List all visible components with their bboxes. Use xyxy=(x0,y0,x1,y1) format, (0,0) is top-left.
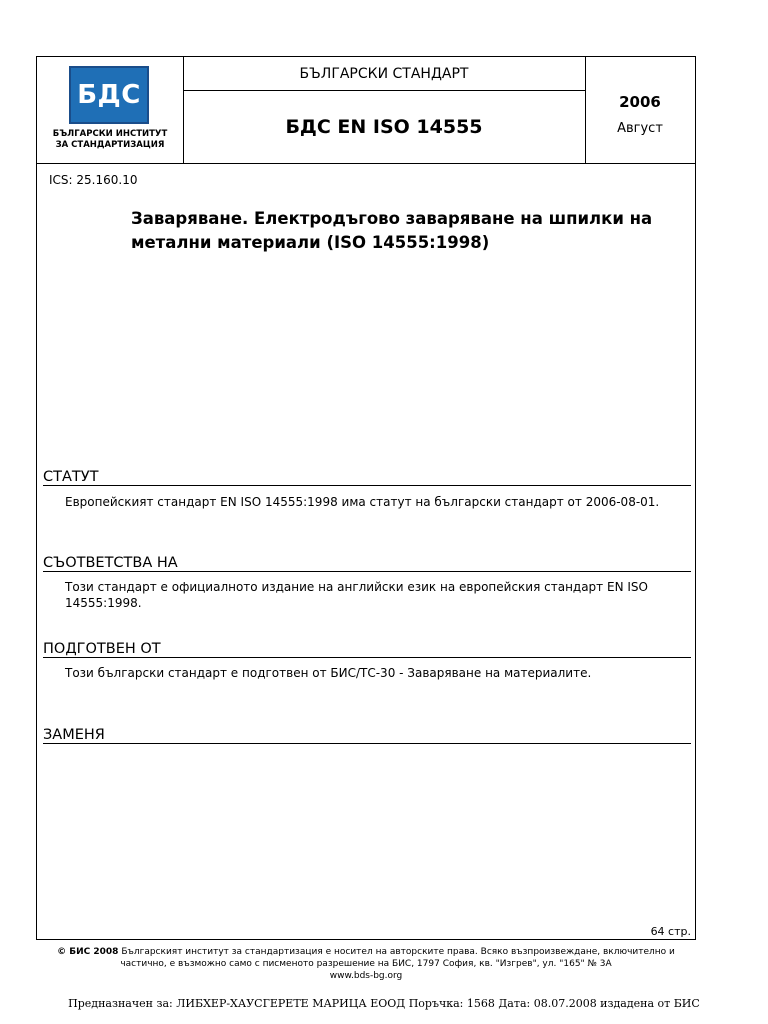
doc-type: БЪЛГАРСКИ СТАНДАРТ xyxy=(183,57,585,91)
order-footer: Предназначен за: ЛИБХЕР-ХАУСГЕРЕТЕ МАРИЦА ЕООД Поръчка: 1568 Дата: 08.07.2008 издадена от БИС xyxy=(68,997,700,1010)
logo-text: БДС xyxy=(77,80,141,110)
institute-name xyxy=(37,129,183,151)
copyright-mark: © БИС 2008 xyxy=(57,947,119,957)
section-heading-corresponds: СЪОТВЕТСТВА НА xyxy=(43,555,691,572)
section-body-corresponds: Този стандарт е официалното издание на английски език на европейския стандарт EN ISO 14555:1998. xyxy=(65,580,648,610)
section-body-prepared: Този български стандарт е подготвен от БИС/ТС-30 - Заваряване на материалите. xyxy=(65,666,592,680)
section-heading-status: СТАТУТ xyxy=(43,469,691,486)
copyright-line-1 xyxy=(36,946,696,958)
doc-month: Август xyxy=(617,121,663,136)
doc-year: 2006 xyxy=(619,93,661,111)
document-title xyxy=(131,207,661,255)
ics-code: ICS: 25.160.10 xyxy=(49,173,138,187)
copyright-line-2: частично, е възможно само с писменото разрешение на БИС, 1797 София, кв. "Изгрев", ул. "165" № 3А xyxy=(120,959,612,969)
date-cell xyxy=(585,57,695,163)
copyright-notice xyxy=(36,946,696,982)
document-frame xyxy=(36,56,696,940)
section-body-status: Европейският стандарт EN ISO 14555:1998 има статут на български стандарт от 2006-08-01. xyxy=(65,495,660,509)
institute-line-2: ЗА СТАНДАРТИЗАЦИЯ xyxy=(55,140,165,150)
title-line-2: метални материали (ISO 14555:1998) xyxy=(131,233,490,252)
bds-logo xyxy=(69,66,149,124)
page-count: 64 стр. xyxy=(650,925,691,938)
doc-number: БДС EN ISO 14555 xyxy=(285,116,483,138)
title-line-1: Заваряване. Електродъгово заваряване на шпилки на xyxy=(131,209,653,228)
copyright-text-1: Българският институт за стандартизация е носител на авторските права. Всяко възпроизвеждане, включително и xyxy=(121,947,675,957)
copyright-website: www.bds-bg.org xyxy=(329,971,403,981)
institute-line-1: БЪЛГАРСКИ ИНСТИТУТ xyxy=(52,129,168,139)
title-cell xyxy=(183,57,586,163)
section-heading-replaces: ЗАМЕНЯ xyxy=(43,727,691,744)
header-table xyxy=(37,57,695,164)
logo-cell xyxy=(37,57,184,163)
section-heading-prepared: ПОДГОТВЕН ОТ xyxy=(43,641,691,658)
